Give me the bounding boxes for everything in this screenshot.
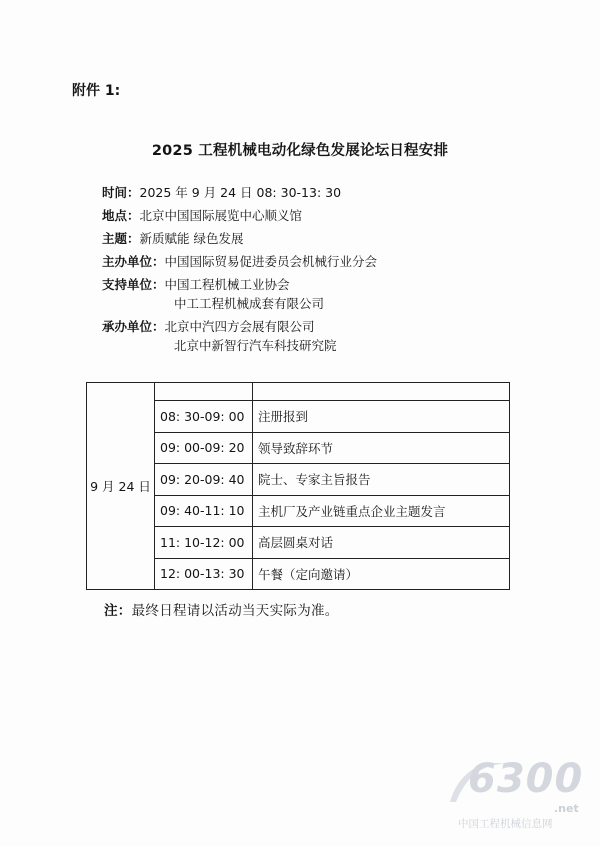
info-place-label: 地点： xyxy=(102,208,140,223)
info-support-value-1: 中国工程机械工业协会 xyxy=(164,277,290,292)
site-watermark-logo xyxy=(446,756,596,836)
schedule-item-blank xyxy=(253,383,510,401)
info-theme xyxy=(102,231,244,247)
info-host xyxy=(102,254,377,270)
schedule-time: 09: 40-11: 10 xyxy=(155,495,253,527)
schedule-note xyxy=(104,599,339,619)
schedule-time: 09: 00-09: 20 xyxy=(155,432,253,464)
info-host-value: 中国国际贸易促进委员会机械行业分会 xyxy=(164,254,378,269)
info-place-value: 北京中国国际展览中心顺义馆 xyxy=(139,208,303,223)
schedule-time: 08: 30-09: 00 xyxy=(155,401,253,433)
info-time xyxy=(102,185,341,201)
schedule-time: 12: 00-13: 30 xyxy=(155,558,253,590)
info-support xyxy=(102,277,290,293)
info-organizer-value-1: 北京中汽四方会展有限公司 xyxy=(164,319,315,334)
schedule-time-blank xyxy=(155,383,253,401)
info-time-label: 时间： xyxy=(102,185,140,200)
schedule-table xyxy=(86,382,510,590)
info-theme-label: 主题： xyxy=(102,231,140,246)
attachment-label: 附件 1: xyxy=(72,83,121,99)
schedule-item: 院士、专家主旨报告 xyxy=(253,464,510,496)
info-host-label: 主办单位： xyxy=(102,254,165,269)
info-place xyxy=(102,208,302,224)
schedule-item: 主机厂及产业链重点企业主题发言 xyxy=(253,495,510,527)
schedule-item: 注册报到 xyxy=(253,401,510,433)
note-text: 最终日程请以活动当天实际为准。 xyxy=(131,603,339,619)
info-time-value: 2025 年 9 月 24 日 08: 30-13: 30 xyxy=(139,185,342,200)
note-label: 注： xyxy=(104,603,132,619)
info-organizer xyxy=(102,319,315,335)
schedule-date: 9 月 24 日 xyxy=(87,383,155,590)
watermark-tld: .net xyxy=(554,802,579,815)
schedule-time: 09: 20-09: 40 xyxy=(155,464,253,496)
info-organizer-label: 承办单位： xyxy=(102,319,165,334)
schedule-item: 午餐（定向邀请） xyxy=(253,558,510,590)
watermark-caption: 中国工程机械信息网 xyxy=(458,818,553,830)
info-organizer-value-2: 北京中新智行汽车科技研究院 xyxy=(174,338,337,353)
info-support-label: 支持单位： xyxy=(102,277,165,292)
schedule-time: 11: 10-12: 00 xyxy=(155,527,253,559)
page-title: 2025 工程机械电动化绿色发展论坛日程安排 xyxy=(151,143,449,159)
info-support-value-2: 中工工程机械成套有限公司 xyxy=(174,296,325,311)
info-theme-value: 新质赋能 绿色发展 xyxy=(139,231,244,246)
watermark-number: 6300 xyxy=(468,756,584,802)
table-row xyxy=(87,383,510,401)
schedule-item: 领导致辞环节 xyxy=(253,432,510,464)
schedule-item: 高层圆桌对话 xyxy=(253,527,510,559)
